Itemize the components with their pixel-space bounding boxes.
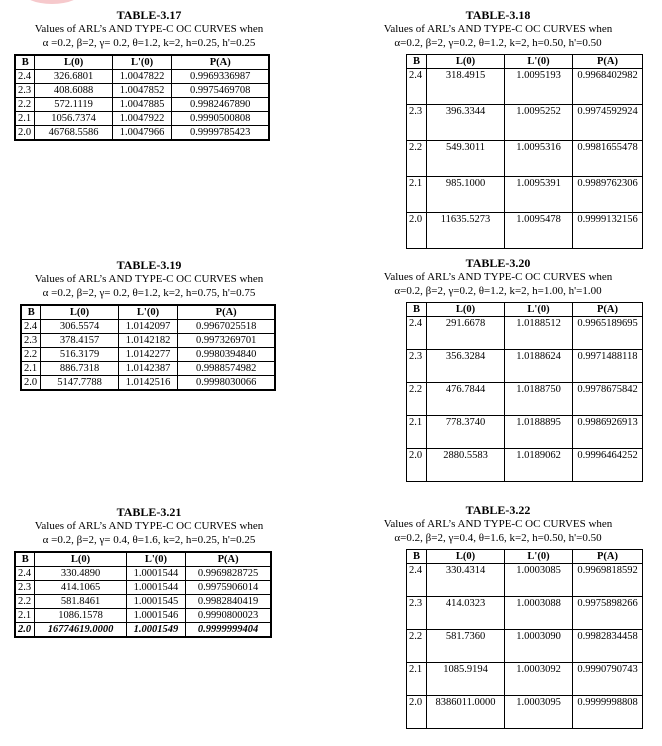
table-title: TABLE-3.17 bbox=[116, 8, 182, 22]
cell-b: 2.0 bbox=[407, 696, 427, 729]
cell-pa: 0.9969818592 bbox=[573, 564, 643, 597]
table-row bbox=[15, 595, 271, 609]
header-b: B bbox=[407, 550, 427, 564]
cell-l0-prime: 1.0142182 bbox=[118, 334, 178, 348]
cell-b: 2.0 bbox=[15, 623, 35, 638]
header-l0: L(0) bbox=[35, 55, 112, 70]
table-row bbox=[407, 177, 643, 213]
cell-l0: 1086.1578 bbox=[35, 609, 126, 623]
cell-l0: 572.1119 bbox=[35, 98, 112, 112]
cell-b: 2.3 bbox=[407, 350, 427, 383]
header-l0-prime: L'(0) bbox=[126, 552, 186, 567]
cell-b: 2.2 bbox=[21, 348, 41, 362]
data-table bbox=[14, 551, 272, 638]
cell-l0: 306.5574 bbox=[41, 320, 118, 334]
cell-pa: 0.9990790743 bbox=[573, 663, 643, 696]
cell-l0-prime: 1.0142387 bbox=[118, 362, 178, 376]
header-l0: L(0) bbox=[427, 303, 505, 317]
cell-l0: 330.4890 bbox=[35, 567, 126, 581]
table-title: TABLE-3.21 bbox=[116, 505, 182, 519]
table-block-3-17 bbox=[14, 8, 284, 141]
data-table bbox=[20, 304, 276, 391]
cell-l0: 1085.9194 bbox=[427, 663, 505, 696]
table-row bbox=[407, 105, 643, 141]
table-row bbox=[407, 696, 643, 729]
table-block-3-21 bbox=[14, 505, 284, 638]
cell-pa: 0.9969336987 bbox=[172, 70, 269, 84]
cell-pa: 0.9996464252 bbox=[573, 449, 643, 482]
cell-l0: 291.6678 bbox=[427, 317, 505, 350]
cell-pa: 0.9982840419 bbox=[186, 595, 271, 609]
cell-l0-prime: 1.0003095 bbox=[505, 696, 573, 729]
header-l0-prime: L'(0) bbox=[112, 55, 172, 70]
cell-l0: 516.3179 bbox=[41, 348, 118, 362]
table-caption-line2: α =0.2, β=2, γ= 0.2, θ=1.2, k=2, h=0.25, h'=0.25 bbox=[42, 37, 256, 49]
cell-l0-prime: 1.0001549 bbox=[126, 623, 186, 638]
table-block-3-18 bbox=[348, 8, 648, 249]
header-b: B bbox=[15, 552, 35, 567]
header-l0: L(0) bbox=[427, 55, 505, 69]
table-row bbox=[15, 70, 269, 84]
cell-l0: 549.3011 bbox=[427, 141, 505, 177]
table-row bbox=[15, 581, 271, 595]
table-row bbox=[407, 630, 643, 663]
table-header-row bbox=[15, 55, 269, 70]
cell-l0: 16774619.0000 bbox=[35, 623, 126, 638]
cell-l0: 581.8461 bbox=[35, 595, 126, 609]
table-row bbox=[407, 564, 643, 597]
cell-l0-prime: 1.0142097 bbox=[118, 320, 178, 334]
header-pa: P(A) bbox=[573, 55, 643, 69]
cell-pa: 0.9982834458 bbox=[573, 630, 643, 663]
table-row bbox=[407, 383, 643, 416]
header-pa: P(A) bbox=[172, 55, 269, 70]
cell-pa: 0.9967025518 bbox=[178, 320, 275, 334]
cell-b: 2.0 bbox=[407, 213, 427, 249]
header-b: B bbox=[15, 55, 35, 70]
table-row bbox=[407, 597, 643, 630]
cell-l0: 581.7360 bbox=[427, 630, 505, 663]
cell-pa: 0.9999999404 bbox=[186, 623, 271, 638]
cell-pa: 0.9988574982 bbox=[178, 362, 275, 376]
table-row bbox=[21, 376, 275, 391]
cell-l0-prime: 1.0047922 bbox=[112, 112, 172, 126]
table-row bbox=[15, 126, 269, 141]
table-row bbox=[21, 362, 275, 376]
cell-pa: 0.9989762306 bbox=[573, 177, 643, 213]
table-row bbox=[407, 449, 643, 482]
cell-b: 2.2 bbox=[407, 383, 427, 416]
cell-b: 2.3 bbox=[15, 84, 35, 98]
cell-l0: 2880.5583 bbox=[427, 449, 505, 482]
table-header-row bbox=[407, 550, 643, 564]
table-caption-line1: Values of ARL’s AND TYPE-C OC CURVES when bbox=[383, 518, 613, 530]
cell-l0-prime: 1.0047852 bbox=[112, 84, 172, 98]
cell-l0-prime: 1.0047966 bbox=[112, 126, 172, 141]
cell-b: 2.1 bbox=[15, 112, 35, 126]
cell-b: 2.1 bbox=[21, 362, 41, 376]
cell-l0-prime: 1.0188624 bbox=[505, 350, 573, 383]
cell-l0-prime: 1.0047822 bbox=[112, 70, 172, 84]
cell-pa: 0.9990500808 bbox=[172, 112, 269, 126]
cell-pa: 0.9999998808 bbox=[573, 696, 643, 729]
cell-b: 2.4 bbox=[15, 567, 35, 581]
cell-l0: 414.1065 bbox=[35, 581, 126, 595]
data-table bbox=[406, 54, 643, 249]
cell-pa: 0.9986926913 bbox=[573, 416, 643, 449]
cell-b: 2.2 bbox=[407, 630, 427, 663]
cell-l0-prime: 1.0188750 bbox=[505, 383, 573, 416]
cell-l0: 396.3344 bbox=[427, 105, 505, 141]
table-row bbox=[15, 98, 269, 112]
table-caption-line2: α=0.2, β=2, γ=0.2, θ=1.2, k=2, h=1.00, h'=1.00 bbox=[394, 285, 602, 297]
header-l0-prime: L'(0) bbox=[505, 550, 573, 564]
cell-l0: 46768.5586 bbox=[35, 126, 112, 141]
cell-l0-prime: 1.0047885 bbox=[112, 98, 172, 112]
table-block-3-20 bbox=[348, 256, 648, 482]
cell-l0-prime: 1.0095391 bbox=[505, 177, 573, 213]
header-l0: L(0) bbox=[41, 305, 118, 320]
cell-l0-prime: 1.0003088 bbox=[505, 597, 573, 630]
cell-l0-prime: 1.0003090 bbox=[505, 630, 573, 663]
header-l0: L(0) bbox=[427, 550, 505, 564]
cell-l0: 778.3740 bbox=[427, 416, 505, 449]
cell-l0-prime: 1.0003092 bbox=[505, 663, 573, 696]
table-row bbox=[21, 348, 275, 362]
cell-b: 2.2 bbox=[15, 595, 35, 609]
cell-l0: 1056.7374 bbox=[35, 112, 112, 126]
cell-b: 2.1 bbox=[407, 416, 427, 449]
cell-l0: 8386011.0000 bbox=[427, 696, 505, 729]
cell-b: 2.0 bbox=[407, 449, 427, 482]
cell-l0-prime: 1.0001546 bbox=[126, 609, 186, 623]
cell-l0: 318.4915 bbox=[427, 69, 505, 105]
table-header-row bbox=[407, 303, 643, 317]
cell-pa: 0.9990800023 bbox=[186, 609, 271, 623]
cell-l0-prime: 1.0095193 bbox=[505, 69, 573, 105]
cell-pa: 0.9975906014 bbox=[186, 581, 271, 595]
table-row bbox=[407, 141, 643, 177]
table-row bbox=[407, 69, 643, 105]
cell-l0: 356.3284 bbox=[427, 350, 505, 383]
cell-l0-prime: 1.0001545 bbox=[126, 595, 186, 609]
cell-l0: 378.4157 bbox=[41, 334, 118, 348]
table-caption-line2: α =0.2, β=2, γ= 0.4, θ=1.6, k=2, h=0.25, h'=0.25 bbox=[42, 534, 256, 546]
header-b: B bbox=[21, 305, 41, 320]
cell-l0: 11635.5273 bbox=[427, 213, 505, 249]
cell-l0-prime: 1.0003085 bbox=[505, 564, 573, 597]
table-row bbox=[407, 350, 643, 383]
cell-b: 2.1 bbox=[407, 177, 427, 213]
data-table bbox=[406, 302, 643, 482]
cell-l0-prime: 1.0095252 bbox=[505, 105, 573, 141]
cell-l0-prime: 1.0001544 bbox=[126, 581, 186, 595]
cell-l0-prime: 1.0142516 bbox=[118, 376, 178, 391]
table-title: TABLE-3.22 bbox=[465, 503, 531, 517]
table-row bbox=[407, 663, 643, 696]
header-l0-prime: L'(0) bbox=[505, 55, 573, 69]
cell-l0: 408.6088 bbox=[35, 84, 112, 98]
cell-pa: 0.9971488118 bbox=[573, 350, 643, 383]
cell-l0-prime: 1.0189062 bbox=[505, 449, 573, 482]
data-table bbox=[406, 549, 643, 729]
cell-b: 2.0 bbox=[21, 376, 41, 391]
cell-l0: 5147.7788 bbox=[41, 376, 118, 391]
table-row bbox=[15, 623, 271, 638]
table-row bbox=[15, 112, 269, 126]
data-table bbox=[14, 54, 270, 141]
cell-pa: 0.9980394840 bbox=[178, 348, 275, 362]
header-pa: P(A) bbox=[178, 305, 275, 320]
cell-l0-prime: 1.0142277 bbox=[118, 348, 178, 362]
header-b: B bbox=[407, 303, 427, 317]
cell-pa: 0.9975898266 bbox=[573, 597, 643, 630]
cell-pa: 0.9974592924 bbox=[573, 105, 643, 141]
table-row bbox=[21, 320, 275, 334]
cell-b: 2.4 bbox=[21, 320, 41, 334]
cell-b: 2.2 bbox=[15, 98, 35, 112]
table-header-row bbox=[21, 305, 275, 320]
cell-b: 2.2 bbox=[407, 141, 427, 177]
table-header-row bbox=[15, 552, 271, 567]
table-row bbox=[407, 317, 643, 350]
cell-pa: 0.9999785423 bbox=[172, 126, 269, 141]
header-l0-prime: L'(0) bbox=[118, 305, 178, 320]
cell-b: 2.4 bbox=[15, 70, 35, 84]
cell-l0: 330.4314 bbox=[427, 564, 505, 597]
header-l0: L(0) bbox=[35, 552, 126, 567]
cell-pa: 0.9975469708 bbox=[172, 84, 269, 98]
table-row bbox=[407, 213, 643, 249]
cell-b: 2.3 bbox=[407, 597, 427, 630]
table-block-3-22 bbox=[348, 503, 648, 729]
cell-l0-prime: 1.0095316 bbox=[505, 141, 573, 177]
cell-b: 2.3 bbox=[407, 105, 427, 141]
cell-b: 2.3 bbox=[15, 581, 35, 595]
cell-pa: 0.9965189695 bbox=[573, 317, 643, 350]
cell-l0-prime: 1.0095478 bbox=[505, 213, 573, 249]
table-caption-line1: Values of ARL’s AND TYPE-C OC CURVES when bbox=[34, 23, 264, 35]
cell-b: 2.3 bbox=[21, 334, 41, 348]
cell-pa: 0.9998030066 bbox=[178, 376, 275, 391]
cell-pa: 0.9999132156 bbox=[573, 213, 643, 249]
cell-l0: 886.7318 bbox=[41, 362, 118, 376]
table-caption-line2: α=0.2, β=2, γ=0.4, θ=1.6, k=2, h=0.50, h'=0.50 bbox=[394, 532, 602, 544]
table-row bbox=[21, 334, 275, 348]
cell-b: 2.1 bbox=[407, 663, 427, 696]
cell-l0-prime: 1.0188512 bbox=[505, 317, 573, 350]
cell-l0: 985.1000 bbox=[427, 177, 505, 213]
table-caption-line2: α =0.2, β=2, γ= 0.2, θ=1.2, k=2, h=0.75, h'=0.75 bbox=[42, 287, 256, 299]
cell-pa: 0.9969828725 bbox=[186, 567, 271, 581]
cell-l0: 326.6801 bbox=[35, 70, 112, 84]
cell-b: 2.4 bbox=[407, 564, 427, 597]
table-header-row bbox=[407, 55, 643, 69]
cell-pa: 0.9973269701 bbox=[178, 334, 275, 348]
cell-l0-prime: 1.0001544 bbox=[126, 567, 186, 581]
cell-l0-prime: 1.0188895 bbox=[505, 416, 573, 449]
header-b: B bbox=[407, 55, 427, 69]
table-caption-line1: Values of ARL’s AND TYPE-C OC CURVES when bbox=[34, 273, 264, 285]
header-pa: P(A) bbox=[573, 550, 643, 564]
cell-pa: 0.9978675842 bbox=[573, 383, 643, 416]
cell-b: 2.4 bbox=[407, 317, 427, 350]
header-l0-prime: L'(0) bbox=[505, 303, 573, 317]
cell-pa: 0.9982467890 bbox=[172, 98, 269, 112]
table-caption-line1: Values of ARL’s AND TYPE-C OC CURVES when bbox=[383, 23, 613, 35]
table-caption-line1: Values of ARL’s AND TYPE-C OC CURVES when bbox=[383, 271, 613, 283]
cell-pa: 0.9981655478 bbox=[573, 141, 643, 177]
header-pa: P(A) bbox=[573, 303, 643, 317]
table-block-3-19 bbox=[14, 258, 284, 391]
table-row bbox=[15, 609, 271, 623]
table-title: TABLE-3.18 bbox=[465, 8, 531, 22]
cell-pa: 0.9968402982 bbox=[573, 69, 643, 105]
cell-b: 2.1 bbox=[15, 609, 35, 623]
header-pa: P(A) bbox=[186, 552, 271, 567]
table-title: TABLE-3.20 bbox=[465, 256, 531, 270]
table-row bbox=[15, 84, 269, 98]
table-row bbox=[15, 567, 271, 581]
cell-l0: 414.0323 bbox=[427, 597, 505, 630]
table-caption-line2: α=0.2, β=2, γ=0.2, θ=1.2, k=2, h=0.50, h'=0.50 bbox=[394, 37, 602, 49]
cell-l0: 476.7844 bbox=[427, 383, 505, 416]
table-caption-line1: Values of ARL’s AND TYPE-C OC CURVES when bbox=[34, 520, 264, 532]
cell-b: 2.0 bbox=[15, 126, 35, 141]
page-corner-mark bbox=[22, 0, 82, 4]
cell-b: 2.4 bbox=[407, 69, 427, 105]
table-title: TABLE-3.19 bbox=[116, 258, 182, 272]
table-row bbox=[407, 416, 643, 449]
